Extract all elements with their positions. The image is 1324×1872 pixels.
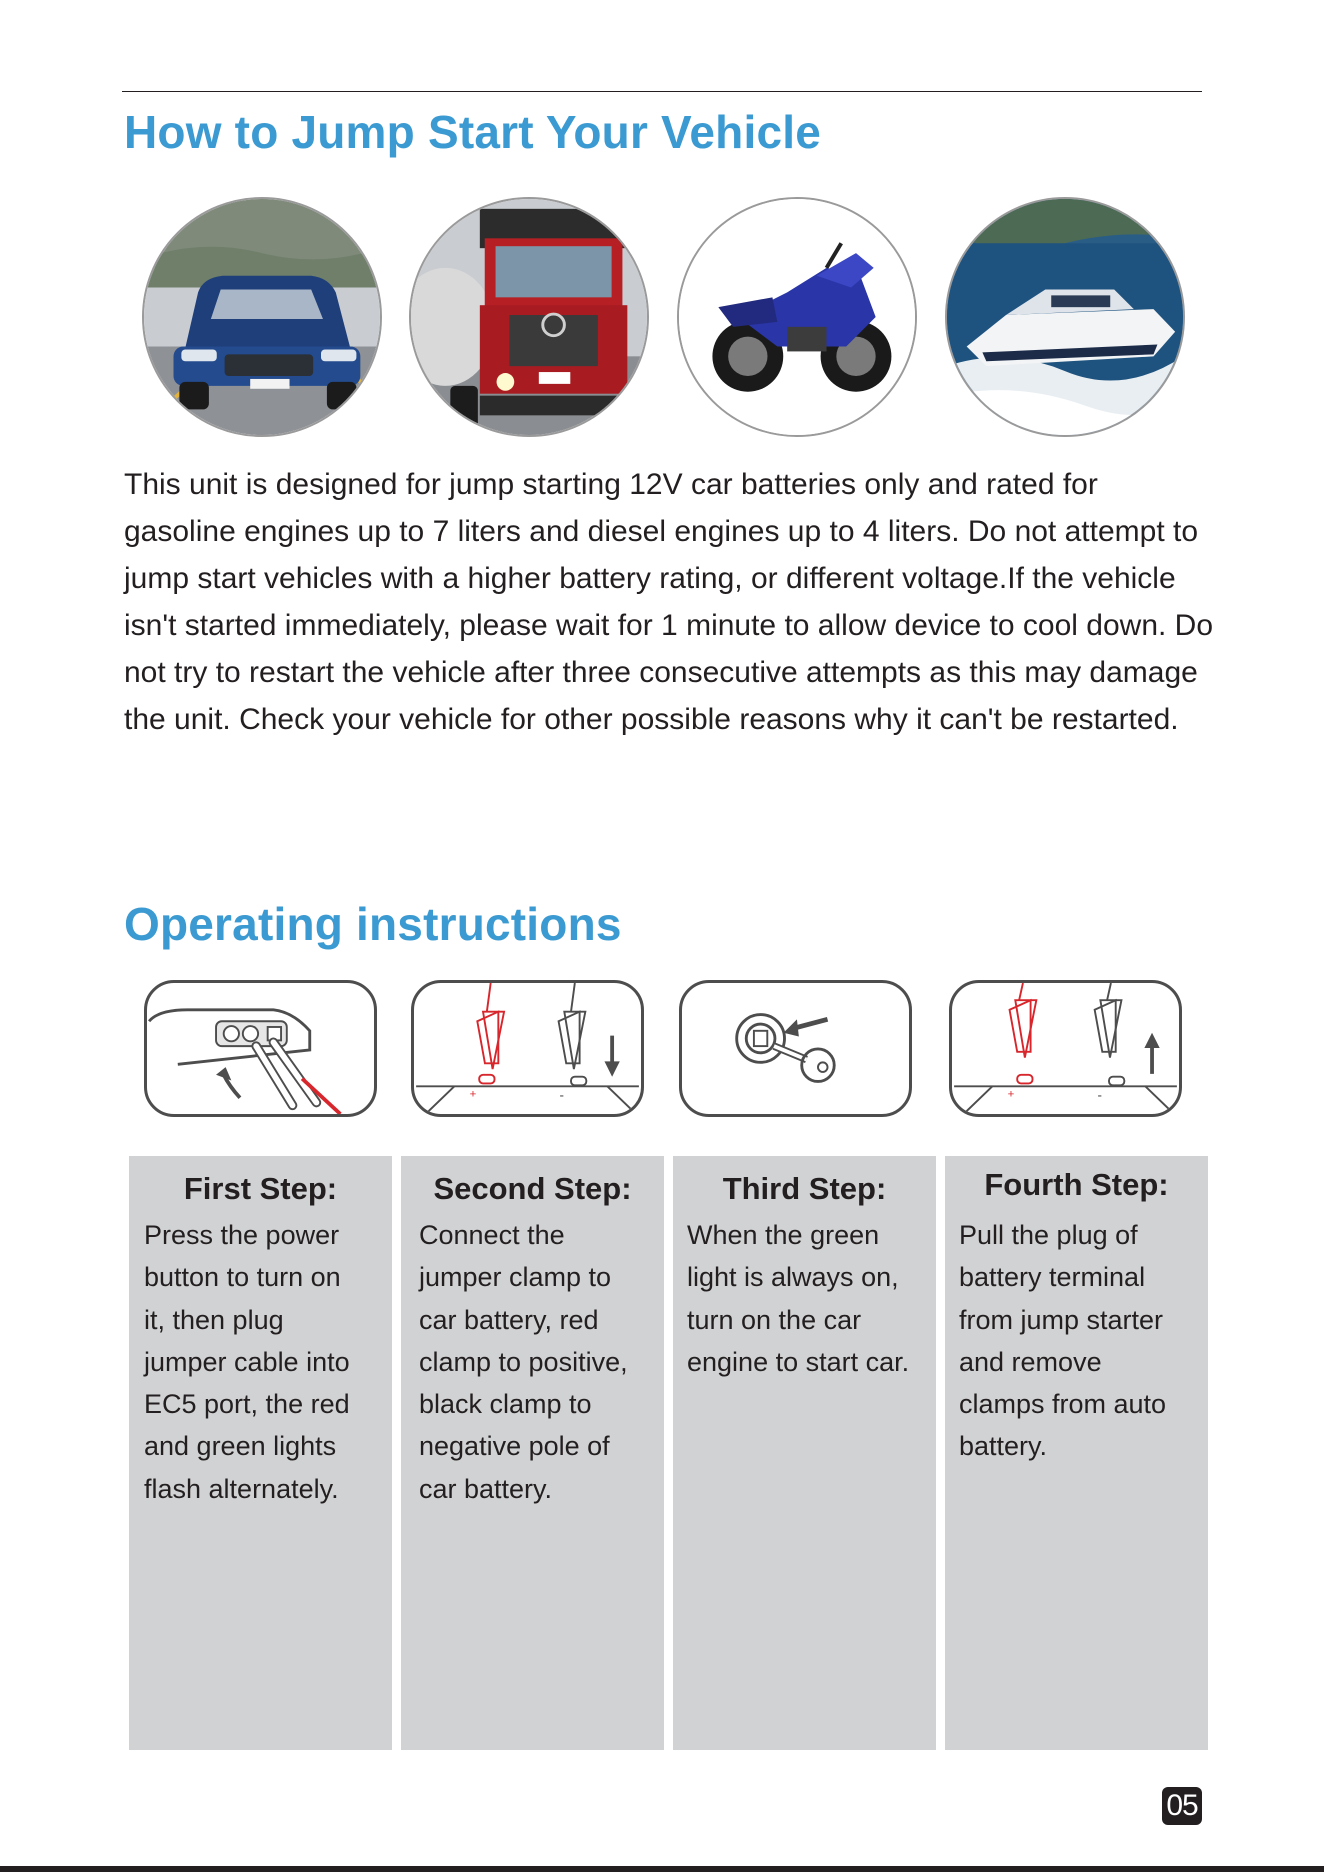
step1-diagram: [144, 980, 377, 1117]
step3-line: engine to start car.: [687, 1346, 910, 1377]
step2-line: black clamp to: [419, 1389, 592, 1420]
step1-text: [144, 1214, 350, 1510]
step2-line: negative pole of: [419, 1431, 610, 1462]
step1-line: EC5 port, the red: [144, 1389, 350, 1420]
step4-line: battery.: [959, 1431, 1048, 1462]
bottom-edge-rule: [0, 1866, 1324, 1872]
step2-line: Connect the: [419, 1220, 565, 1250]
step1-title: First Step:: [183, 1171, 338, 1206]
svg-text:+: +: [1007, 1088, 1015, 1101]
step4-diagram: [949, 980, 1182, 1117]
step3-line: light is always on,: [687, 1262, 899, 1293]
page-number-badge: 05: [1162, 1787, 1202, 1825]
motorcycle-photo: [677, 197, 917, 437]
step1-line: and green lights: [144, 1431, 337, 1462]
step-column-4: [945, 1156, 1208, 1750]
intro-paragraph: This unit is designed for jump starting 12V car batteries only and rated for gasoline engines up to 7 liters and diesel engines up to 4 liters. Do not attempt to jump start vehicles with a higher battery rating, or different voltage.If the vehicle isn't started immediately, please wait for 1 minute to allow device to cool down. Do not try to restart the vehicle after three consecutive attempts as this may damage the unit. Check your vehicle for other possible reasons why it can't be restarted.: [124, 468, 1214, 736]
step1-line: Press the power: [144, 1220, 340, 1250]
step3-text: [687, 1214, 909, 1383]
speedboat-photo: [945, 197, 1185, 437]
step1-line: flash alternately.: [144, 1473, 339, 1504]
step1-line: button to turn on: [144, 1262, 341, 1293]
svg-text:+: +: [469, 1088, 477, 1101]
step2-line: clamp to positive,: [419, 1346, 628, 1377]
step-column-1: [129, 1156, 392, 1750]
step2-diagram: [411, 980, 644, 1117]
step1-line: jumper cable into: [144, 1346, 350, 1377]
top-rule: [122, 91, 1202, 92]
step4-line: clamps from auto: [959, 1389, 1167, 1420]
car-photo: [142, 197, 382, 437]
step4-line: Pull the plug of: [959, 1220, 1138, 1250]
step3-diagram: [679, 980, 912, 1117]
step2-text: [419, 1214, 628, 1510]
page-title: How to Jump Start Your Vehicle: [124, 106, 821, 158]
step2-line: car battery.: [419, 1473, 553, 1504]
step4-line: from jump starter: [959, 1304, 1164, 1335]
step3-line: turn on the car: [687, 1304, 862, 1335]
step4-text: [959, 1214, 1166, 1468]
step-column-3: [673, 1156, 936, 1750]
step2-title: Second Step:: [433, 1171, 632, 1206]
step4-title: Fourth Step:: [984, 1167, 1169, 1202]
step3-title: Third Step:: [722, 1171, 887, 1206]
step3-line: When the green: [687, 1220, 880, 1250]
step4-line: battery terminal: [959, 1262, 1146, 1293]
operating-instructions-title: Operating instructions: [124, 898, 622, 950]
step1-line: it, then plug: [144, 1304, 284, 1335]
step-column-2: [401, 1156, 664, 1750]
step2-line: jumper clamp to: [419, 1262, 612, 1293]
svg-text:-: -: [1097, 1087, 1103, 1103]
truck-photo: [409, 197, 649, 437]
step4-line: and remove: [959, 1346, 1102, 1377]
svg-text:-: -: [559, 1087, 565, 1103]
step2-line: car battery, red: [419, 1304, 599, 1335]
